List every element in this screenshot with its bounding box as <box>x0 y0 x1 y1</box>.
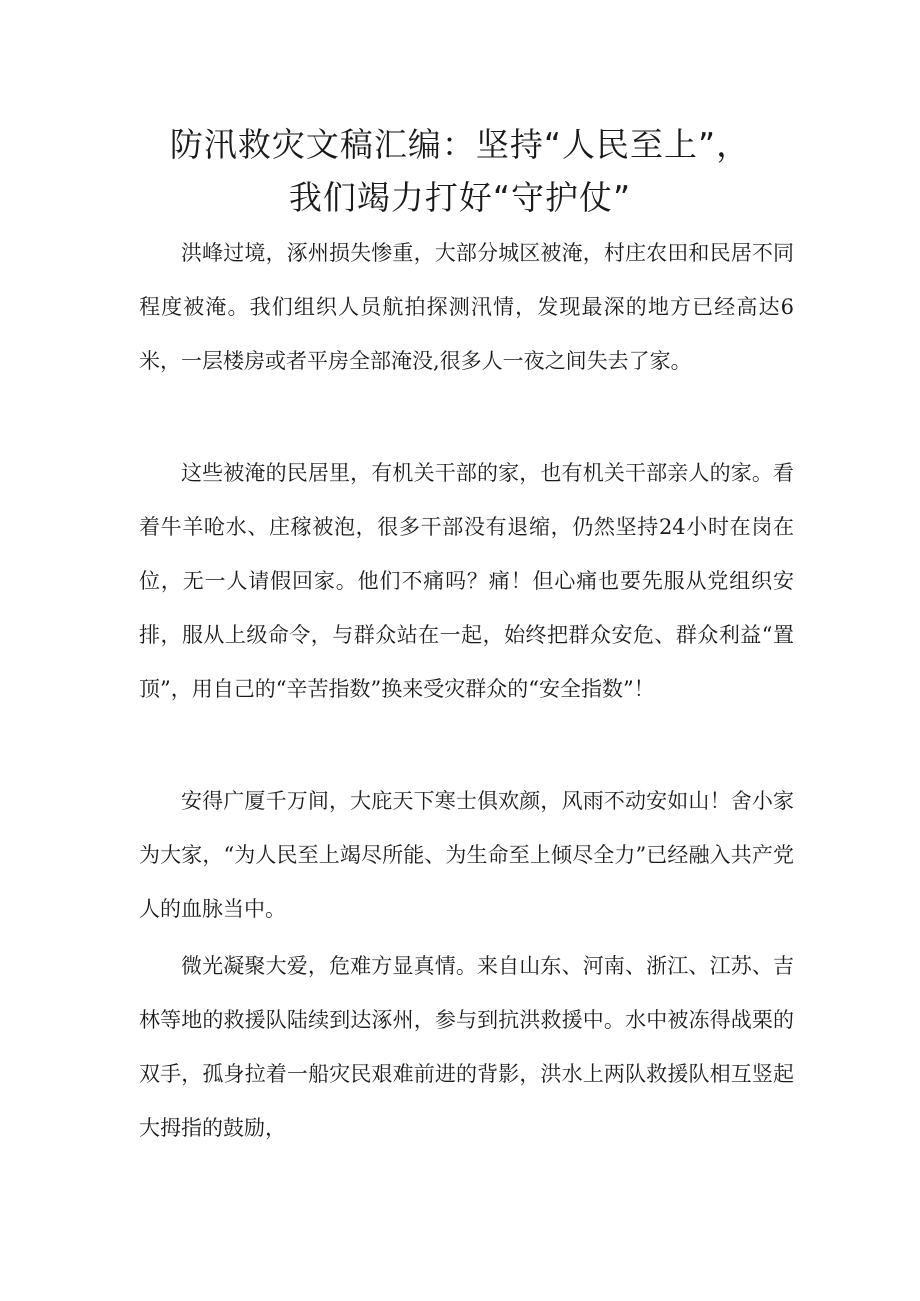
paragraph-2: 这些被淹的民居里，有机关干部的家，也有机关干部亲人的家。看着牛羊呛水、庄稼被泡，很多干部没有退缩，仍然坚持24小时在岗在位，无一人请假回家。他们不痛吗？痛！但心痛也要先服从党组织安排，服从上级命令，与群众站在一起，始终把群众安危、群众利益“置顶”，用自己的“辛苦指数”换来受灾群众的“安全指数”！ <box>139 461 794 701</box>
paragraph-3: 安得广厦千万间，大庇天下寒士俱欢颜，风雨不动安如山！舍小家为大家，“为人民至上竭尽所能、为生命至上倾尽全力”已经融入共产党人的血脉当中。 <box>139 789 794 921</box>
title-line-2: 我们竭力打好“守护仗” <box>288 178 632 217</box>
paragraph-1: 洪峰过境，涿州损失惨重，大部分城区被淹，村庄农田和民居不同程度被淹。我们组织人员航拍探测汛情，发现最深的地方已经高达6米，一层楼房或者平房全部淹没,很多人一夜之间失去了家。 <box>139 241 794 373</box>
paragraph-4: 微光凝聚大爱，危难方显真情。来自山东、河南、浙江、江苏、吉林等地的救援队陆续到达涿州，参与到抗洪救援中。水中被冻得战栗的双手，孤身拉着一船灾民艰难前进的背影，洪水上两队救援队相互竖起大拇指的鼓励， <box>139 954 794 1140</box>
title-line-1: 防汛救灾文稿汇编：坚持“人民至上”， <box>169 125 751 164</box>
